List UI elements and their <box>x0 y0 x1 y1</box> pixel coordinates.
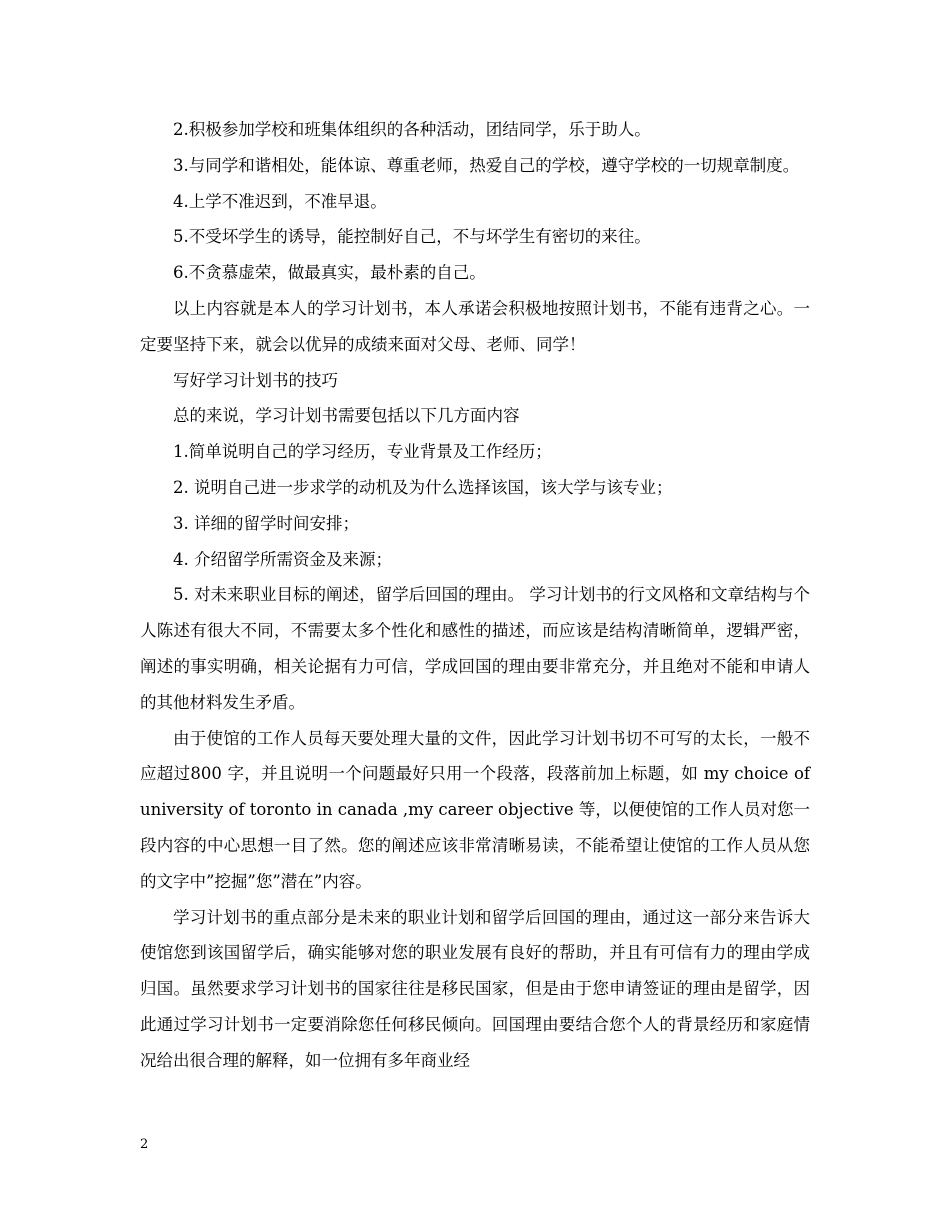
page-number: 2 <box>140 1137 149 1152</box>
paragraph-item-6: 6.不贪慕虚荣，做最真实，最朴素的自己。 <box>173 263 486 283</box>
paragraph-item-2: 2.积极参加学校和班集体组织的各种活动，团结同学，乐于助人。 <box>173 120 651 139</box>
paragraph-item-3: 3.与同学和谐相处，能体谅、尊重老师，热爱自己的学校，遵守学校的一切规章制度。 <box>173 155 800 175</box>
paragraph-commitment: 以上内容就是本人的学习计划书，本人承诺会积极地按照计划书，不能有违背之心。一定要坚持下来，就会以优异的成绩来面对父母、老师、同学！ <box>140 298 810 354</box>
section-heading: 写好学习计划书的技巧 <box>173 370 338 390</box>
paragraph-length-advice: 由于使馆的工作人员每天要处理大量的文件，因此学习计划书切不可写的太长，一般不应超过800 字，并且说明一个问题最好只用一个段落，段落前加上标题，如 my choice of university of toronto in canada ,my career objective 等，以便使馆的工作人员对您一段内容的中心思想一目了然。您的阐述应该非常清晰易读，不能希望让使馆的工作人员从您的文字中”挖掘”您”潜在”内容。 <box>140 728 810 891</box>
document-body <box>140 112 810 1079</box>
list-item-5: 5. 对未来职业目标的阐述，留学后回国的理由。 学习计划书的行文风格和文章结构与个人陈述有很大不同，不需要太多个性化和感性的描述，而应该是结构清晰简单，逻辑严密，阐述的事实明确，相关论据有力可信，学成回国的理由要非常充分，并且绝对不能和申请人的其他材料发生矛盾。 <box>140 585 810 712</box>
paragraph-item-5: 5.不受坏学生的诱导，能控制好自己，不与坏学生有密切的来往。 <box>173 227 651 247</box>
list-item-2: 2. 说明自己进一步求学的动机及为什么选择该国，该大学与该专业； <box>173 477 673 497</box>
paragraph-item-4: 4.上学不准迟到，不准早退。 <box>173 191 387 211</box>
list-item-4: 4. 介绍留学所需资金及来源； <box>173 549 392 569</box>
list-item-1: 1.简单说明自己的学习经历，专业背景及工作经历； <box>173 442 552 462</box>
section-intro: 总的来说，学习计划书需要包括以下几方面内容 <box>173 406 520 426</box>
list-item-3: 3. 详细的留学时间安排； <box>173 513 359 533</box>
paragraph-key-section: 学习计划书的重点部分是未来的职业计划和留学后回国的理由，通过这一部分来告诉大使馆您到该国留学后，确实能够对您的职业发展有良好的帮助，并且有可信有力的理由学成归国。虽然要求学习计划书的国家往往是移民国家，但是由于您申请签证的理由是留学，因此通过学习计划书一定要消除您任何移民倾向。回国理由要结合您个人的背景经历和家庭情况给出很合理的解释，如一位拥有多年商业经 <box>140 907 810 1070</box>
